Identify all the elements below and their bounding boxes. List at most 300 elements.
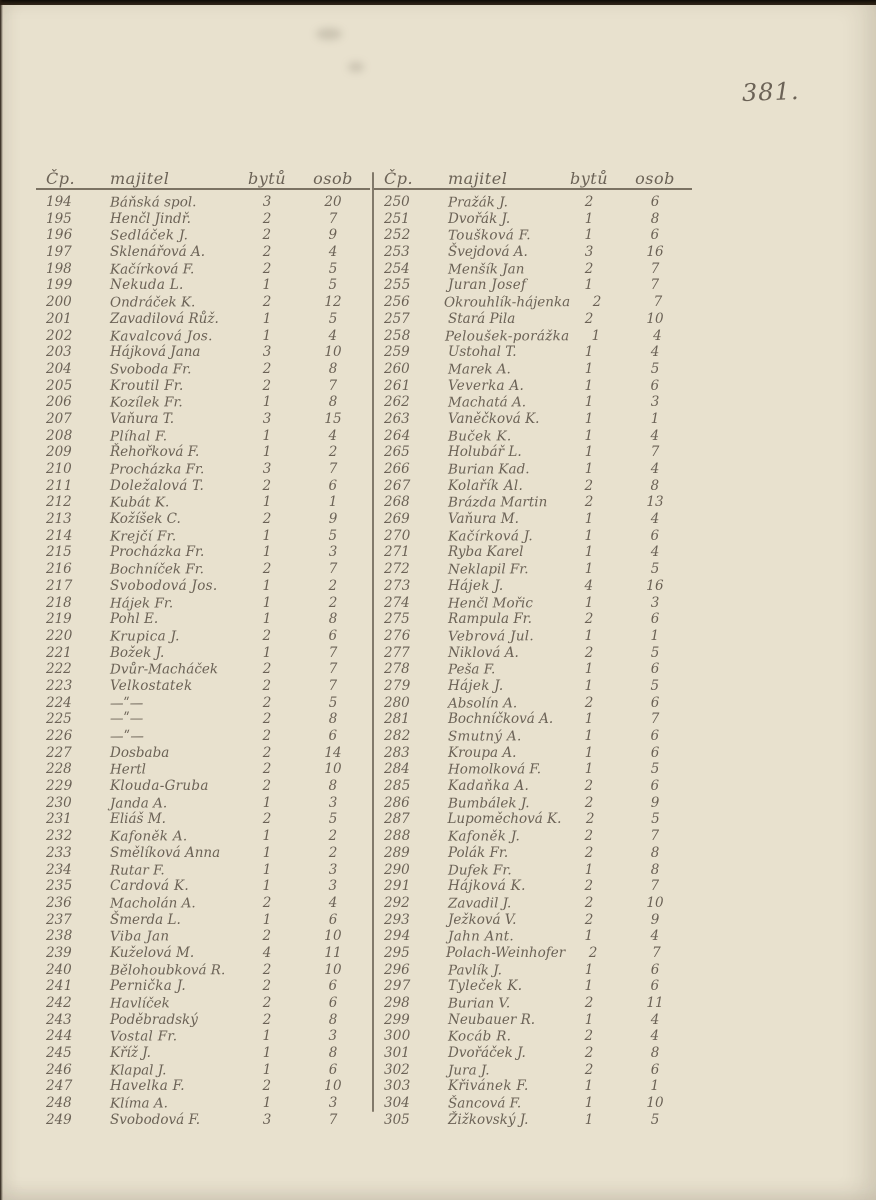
cell-owner: Jura J. [447,1062,490,1079]
cell-cp: 197 [46,244,72,261]
table-row [36,728,370,745]
cell-persons: 11 [324,944,342,961]
table-row [374,795,692,812]
cell-cp: 213 [46,511,72,528]
cell-cp: 262 [384,394,410,411]
cell-flats: 2 [584,1028,594,1045]
cell-persons: 3 [328,1095,338,1112]
cell-cp: 270 [384,527,411,544]
cell-owner: Doležalová T. [110,477,205,494]
cell-owner: Dosbaba [110,744,170,761]
table-row [36,261,370,278]
cell-owner: Juran Josef [448,277,527,294]
table-row [36,595,370,612]
cell-persons: 7 [328,1111,338,1128]
cell-cp: 232 [46,828,73,845]
cell-persons: 6 [650,527,660,544]
cell-cp: 230 [46,794,72,811]
table-row [36,912,370,929]
cell-persons: 7 [650,277,660,294]
table-row [36,511,370,528]
cell-owner: Absolín A. [447,694,518,712]
table-row [374,494,692,511]
cell-persons: 5 [650,677,660,694]
cell-persons: 10 [324,961,342,978]
cell-owner: Neklapil Fr. [447,561,529,578]
cell-owner: Kroupa A. [448,744,517,761]
table-row [36,711,370,728]
cell-cp: 265 [384,444,410,461]
cell-owner: Homolková F. [447,761,542,778]
cell-cp: 277 [384,644,410,661]
cell-cp: 244 [46,1028,73,1045]
cell-flats: 2 [262,961,272,978]
cell-owner: Kavalcová Jos. [109,327,213,345]
cell-flats: 1 [584,394,594,411]
cell-cp: 280 [384,694,410,711]
cell-flats: 2 [584,644,594,661]
cell-persons: 2 [328,577,338,594]
table-row [374,444,692,461]
cell-persons: 6 [650,377,660,394]
cell-flats: 1 [584,928,594,945]
cell-cp: 293 [384,911,410,928]
cell-cp: 296 [384,961,410,978]
cell-cp: 217 [46,577,73,594]
table-row [374,978,692,995]
cell-persons: 6 [650,728,660,744]
table-row [374,244,692,261]
cell-persons: 8 [328,778,338,795]
cell-flats: 1 [584,360,594,377]
cell-owner: Šmerda L. [110,911,181,928]
left-rows [36,194,370,1129]
table-row [36,1112,370,1129]
cell-cp: 266 [384,461,410,477]
cell-flats: 1 [584,627,594,644]
cell-cp: 269 [384,511,410,528]
table-row [36,461,370,478]
cell-cp: 238 [46,928,73,945]
cell-flats: 1 [584,594,594,611]
cell-owner: Hájek J. [448,577,504,594]
cell-owner: Bělohoubková R. [109,961,226,979]
table-row [374,1045,692,1062]
cell-persons: 6 [650,694,660,711]
table-row [374,561,692,578]
cell-owner: Kroutil Fr. [110,377,184,394]
table-row [36,661,370,678]
cell-flats: 3 [262,344,272,361]
cell-cp: 246 [46,1061,72,1078]
cell-flats: 1 [262,1045,272,1062]
cell-flats: 2 [262,694,272,711]
table-row [374,628,692,645]
cell-flats: 1 [584,461,594,477]
cell-persons: 10 [646,894,664,911]
cell-flats: 2 [262,661,272,678]
table-row [36,244,370,261]
cell-owner: Zavadil J. [447,895,512,912]
cell-persons: 20 [324,194,342,210]
cell-persons: 4 [328,894,338,911]
cell-persons: 3 [328,878,338,895]
cell-persons: 7 [650,878,660,895]
cell-cp: 299 [384,1011,410,1028]
cell-cp: 211 [46,477,73,494]
cell-flats: 1 [262,327,272,344]
table-row [36,578,370,595]
cell-persons: 4 [650,427,660,444]
cell-cp: 255 [384,277,411,294]
cell-cp: 240 [46,961,72,978]
cell-owner: Burian V. [447,995,511,1012]
cell-persons: 3 [328,544,338,561]
table-row [374,344,692,361]
cell-persons: 6 [650,978,660,995]
cell-owner: Křivánek F. [448,1078,529,1095]
cell-cp: 248 [46,1095,72,1112]
cell-flats: 2 [584,477,594,494]
table-row [36,361,370,378]
cell-persons: 6 [650,1061,660,1078]
table-row [374,661,692,678]
table-row [374,544,692,561]
table-row [374,1012,692,1029]
cell-owner: Švejdová A. [448,244,528,261]
cell-flats: 2 [262,1078,272,1095]
cell-cp: 290 [384,861,410,878]
cell-persons: 7 [328,661,338,678]
cell-owner: Kubát K. [109,494,170,511]
cell-cp: 198 [46,260,72,277]
table-row [36,611,370,628]
cell-flats: 1 [262,611,272,628]
cell-persons: 4 [328,244,338,261]
cell-owner: Hájek Fr. [109,594,174,612]
cell-cp: 241 [46,978,73,995]
table-row [36,1028,370,1045]
cell-flats: 2 [262,511,272,528]
cell-cp: 251 [384,210,410,227]
cell-cp: 289 [384,844,410,861]
table-row [374,511,692,528]
cell-cp: 304 [384,1095,410,1112]
table-row [374,962,692,979]
cell-flats: 1 [584,1011,594,1028]
table-row [36,678,370,695]
cell-persons: 5 [328,694,338,711]
table-row [374,845,692,862]
cell-persons: 10 [646,310,664,327]
cell-cp: 250 [384,194,410,210]
cell-owner: Klíma A. [109,1095,168,1112]
cell-flats: 3 [262,194,272,210]
cell-cp: 260 [384,360,410,377]
cell-flats: 1 [584,1078,594,1095]
cell-persons: 13 [646,494,664,511]
table-row [374,528,692,545]
cell-owner: Macholán A. [109,895,196,912]
cell-owner: Rutar F. [109,861,165,879]
cell-flats: 2 [262,561,272,578]
cell-cp: 242 [46,995,72,1011]
cell-persons: 8 [650,210,660,227]
cell-flats: 1 [262,277,272,294]
table-row [374,311,692,328]
cell-cp: 220 [46,627,73,644]
cell-persons: 6 [328,627,338,644]
cell-persons: 12 [324,294,342,311]
cell-cp: 228 [46,761,72,778]
cell-owner: Božek J. [110,644,165,661]
cell-owner: Plíhal F. [109,428,168,445]
table-row [36,277,370,294]
cell-flats: 1 [584,561,594,578]
table-row [374,328,692,345]
cell-flats: 1 [262,544,272,561]
cell-persons: 6 [650,661,660,678]
cell-owner: Stará Pila [448,310,516,327]
cell-owner: Krupica J. [109,628,180,645]
cell-flats: 1 [584,961,594,978]
cell-persons: 4 [650,461,660,477]
table-row [374,211,692,228]
cell-owner: Šancová F. [447,1095,522,1112]
cell-persons: 5 [328,277,338,294]
cell-cp: 214 [46,527,73,544]
table-row [374,711,692,728]
cell-cp: 226 [46,728,73,744]
cell-cp: 264 [384,427,411,444]
cell-flats: 2 [262,778,272,795]
cell-flats: 2 [584,694,594,711]
cell-cp: 301 [384,1045,410,1062]
cell-owner: Kožíšek C. [110,511,181,528]
cell-persons: 10 [324,1078,342,1095]
cell-persons: 6 [328,911,338,928]
cell-owner: Okrouhlík-hájenka [444,294,571,311]
cell-cp: 285 [384,778,411,795]
cell-persons: 16 [646,244,664,261]
table-row [374,378,692,395]
table-row [36,528,370,545]
cell-persons: 10 [324,344,342,361]
cell-cp: 300 [384,1028,411,1045]
table-row [374,461,692,478]
cell-owner: Hertl [109,761,146,778]
cell-persons: 7 [650,260,660,277]
cell-persons: 8 [328,1011,338,1028]
cell-owner: Viba Jan [109,928,170,945]
cell-cp: 302 [384,1061,410,1078]
right-column-group [374,164,692,1129]
cell-flats: 1 [584,978,594,995]
table-row [36,294,370,311]
table-row [36,945,370,962]
table-row [36,778,370,795]
table-row [374,778,692,795]
cell-flats: 2 [592,294,602,311]
table-row [36,1045,370,1062]
cell-cp: 273 [384,577,411,594]
header-house-number: Čp. [384,169,414,188]
cell-flats: 2 [584,828,594,845]
cell-cp: 256 [384,294,410,311]
cell-flats: 2 [584,260,594,277]
table-row [36,478,370,495]
table-row [374,862,692,879]
cell-persons: 16 [646,577,664,594]
cell-cp: 208 [46,427,73,444]
cell-owner: Veverka A. [448,377,525,394]
cell-cp: 274 [384,594,410,611]
cell-cp: 275 [384,611,410,628]
cell-cp: 204 [46,360,72,377]
cell-flats: 1 [262,1061,272,1078]
cell-owner: Báňská spol. [109,194,197,211]
cell-persons: 5 [650,561,660,578]
cell-cp: 194 [46,194,72,210]
cell-owner: Pernička J. [110,978,186,995]
cell-persons: 5 [650,761,660,778]
cell-flats: 1 [262,844,272,861]
cell-owner: Dvořáček J. [448,1045,526,1062]
cell-flats: 2 [584,778,594,795]
cell-cp: 281 [384,711,410,728]
cell-flats: 1 [262,878,272,895]
cell-persons: 6 [328,1061,338,1078]
cell-flats: 2 [584,878,594,895]
table-row [36,544,370,561]
cell-flats: 1 [584,410,594,427]
cell-persons: 1 [650,1078,660,1095]
cell-cp: 261 [384,377,411,394]
cell-owner: Havelka F. [110,1078,185,1095]
cell-owner: Ryba Karel [448,544,524,561]
cell-cp: 284 [384,761,410,778]
cell-owner: Vostal Fr. [109,1028,178,1045]
table-row [36,411,370,428]
cell-persons: 8 [328,394,338,411]
table-row [36,1062,370,1079]
table-row [36,745,370,762]
cell-cp: 221 [46,644,72,661]
cell-persons: 7 [328,377,338,394]
table-row [374,294,692,311]
cell-flats: 2 [588,944,598,961]
cell-owner: Krejčí Fr. [109,528,177,545]
cell-owner: Nekuda L. [110,277,184,294]
table-row [374,811,692,828]
cell-owner: Kačírková J. [447,528,534,545]
cell-flats: 1 [584,344,594,361]
cell-owner: Kafoněk A. [109,828,188,845]
cell-persons: 8 [650,1045,660,1062]
cell-owner: Kříž J. [110,1045,151,1062]
table-row [36,628,370,645]
cell-cp: 263 [384,410,410,427]
right-rows [374,194,692,1129]
cell-persons: 4 [650,544,660,561]
cell-cp: 252 [384,227,411,244]
cell-flats: 1 [584,728,594,744]
cell-flats: 2 [262,294,272,311]
cell-owner: Velkostatek [110,677,193,694]
cell-cp: 223 [46,677,73,694]
cell-owner: Burian Kad. [447,461,530,478]
cell-cp: 200 [46,294,72,311]
cell-flats: 2 [584,794,594,811]
cell-cp: 209 [46,444,72,461]
cell-flats: 2 [584,194,594,210]
table-row [36,428,370,445]
table-row [374,411,692,428]
left-header-row [36,164,370,190]
cell-owner: Machatá A. [447,394,527,411]
cell-persons: 6 [328,995,338,1011]
cell-cp: 201 [46,310,72,327]
cell-owner: Smělíková Anna [110,844,221,861]
cell-flats: 2 [584,494,594,511]
cell-persons: 8 [328,611,338,628]
cell-persons: 8 [650,844,660,861]
cell-cp: 202 [46,327,73,344]
cell-owner: Bochníčková A. [448,711,554,728]
table-row [374,828,692,845]
cell-persons: 9 [328,511,338,528]
cell-persons: 7 [653,294,663,311]
cell-flats: 2 [262,260,272,277]
table-row [36,962,370,979]
header-flats: bytů [569,169,608,188]
ink-smudge [316,28,342,40]
cell-persons: 6 [650,778,660,795]
cell-flats: 3 [262,1111,272,1128]
scan-left-edge [0,0,3,1200]
cell-owner: Ustohal T. [448,344,517,361]
table-row [374,761,692,778]
table-row [374,1112,692,1129]
cell-owner: Peša F. [447,661,496,678]
cell-cp: 243 [46,1011,72,1028]
cell-persons: 4 [650,511,660,528]
cell-cp: 268 [384,494,410,511]
cell-persons: 9 [650,911,660,928]
cell-flats: 1 [584,227,594,244]
cell-persons: 11 [646,995,664,1011]
cell-cp: 287 [384,811,410,828]
cell-cp: 195 [46,210,72,227]
cell-owner: Eliáš M. [110,811,166,828]
cell-owner: Ondráček K. [109,294,196,311]
cell-persons: 6 [328,978,338,995]
cell-cp: 259 [384,344,410,361]
cell-owner: —ʺ— [110,711,144,728]
table-row [36,811,370,828]
cell-persons: 8 [650,861,660,878]
cell-flats: 3 [584,244,594,261]
cell-owner: Poděbradský [110,1011,198,1028]
cell-persons: 5 [328,310,338,327]
cell-cp: 219 [46,611,72,628]
cell-flats: 2 [262,728,272,744]
cell-persons: 5 [328,811,338,828]
cell-flats: 1 [584,427,594,444]
cell-cp: 225 [46,711,72,728]
table-row [36,227,370,244]
cell-cp: 282 [384,728,411,744]
